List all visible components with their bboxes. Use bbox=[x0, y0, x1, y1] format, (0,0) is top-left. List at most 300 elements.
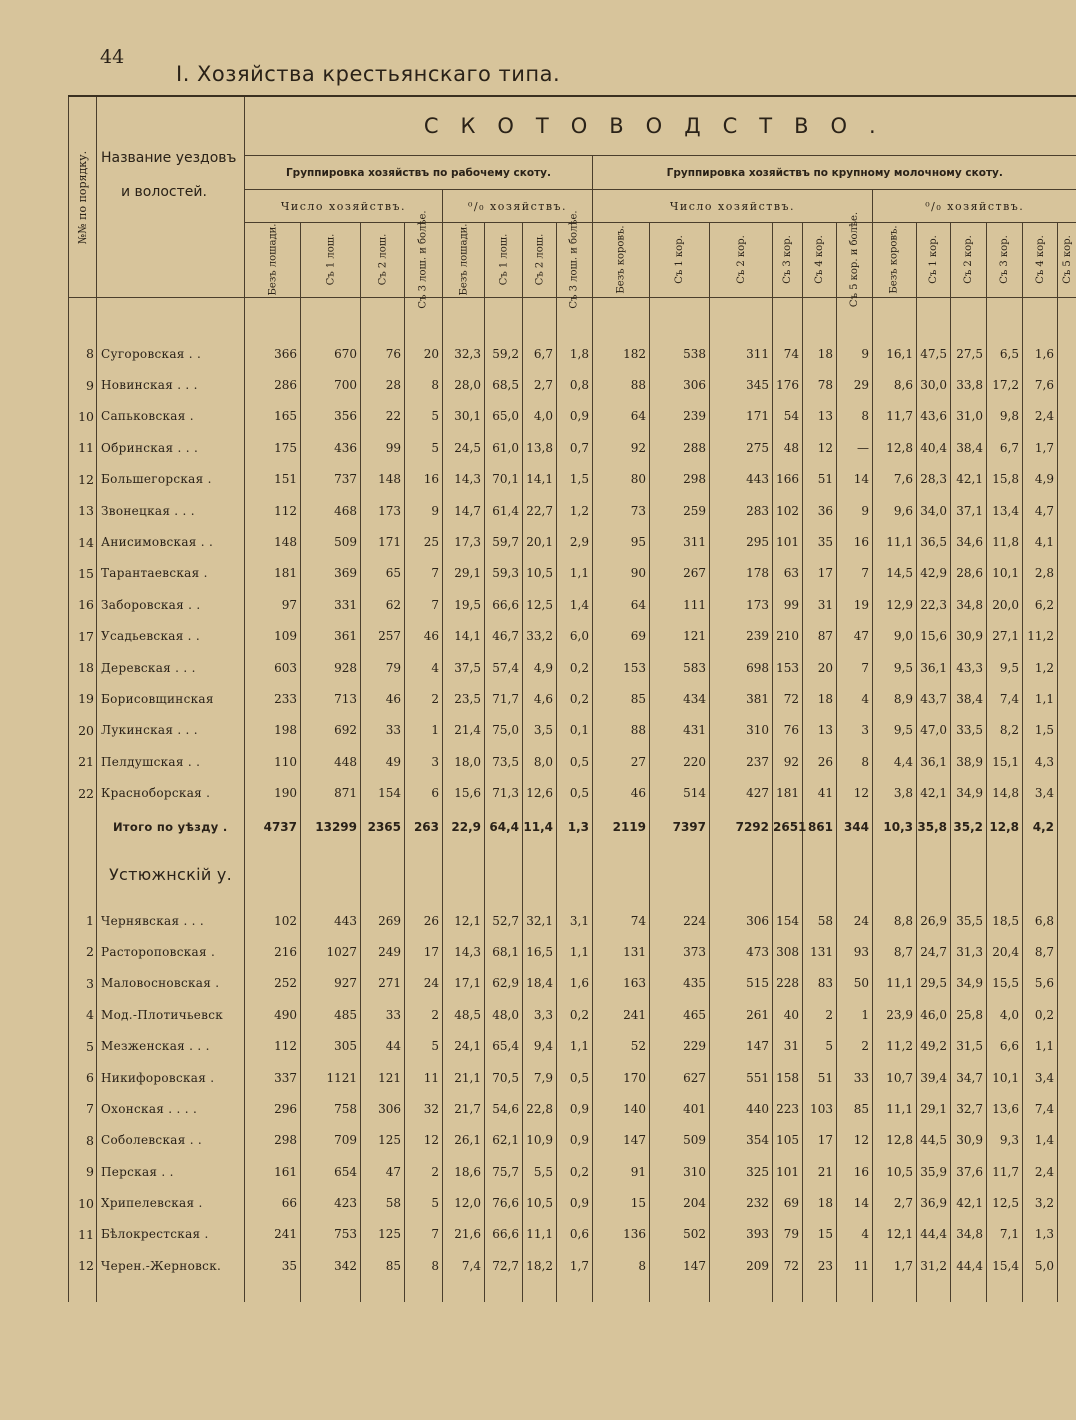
cell-value: 3,2 bbox=[1023, 1187, 1058, 1218]
cell-value: 21,6 bbox=[443, 1219, 485, 1250]
row-number: 7 bbox=[69, 1093, 97, 1124]
cell-value: 366 bbox=[245, 338, 301, 369]
table-row bbox=[69, 715, 1076, 746]
cell-value: 57,4 bbox=[485, 652, 523, 683]
cell-value: 161 bbox=[245, 1156, 301, 1187]
district-name: Анисимовская . . bbox=[97, 526, 245, 557]
cell-value: 6,0 bbox=[557, 621, 593, 652]
cell-value: 700 bbox=[301, 369, 361, 400]
cell-value: 296 bbox=[245, 1093, 301, 1124]
cell-value: 147 bbox=[710, 1030, 773, 1061]
cell-value: 85 bbox=[361, 1250, 405, 1281]
cell-value: 58 bbox=[361, 1187, 405, 1218]
cell-value: 102 bbox=[245, 905, 301, 936]
cell-value: 310 bbox=[710, 715, 773, 746]
cell-value bbox=[1058, 715, 1076, 746]
cell-value: 4,2 bbox=[1023, 809, 1058, 845]
cell-value: 50 bbox=[837, 968, 873, 999]
cell-value: 10,7 bbox=[873, 1062, 917, 1093]
cell-value: 0,5 bbox=[557, 746, 593, 777]
cell-value: 2,7 bbox=[523, 369, 557, 400]
district-name: Лукинская . . . bbox=[97, 715, 245, 746]
cell-value: 1,1 bbox=[557, 558, 593, 589]
cell-value: 112 bbox=[245, 1030, 301, 1061]
cell-value: 41 bbox=[803, 777, 837, 808]
cell-value: 2,8 bbox=[1023, 558, 1058, 589]
table-row bbox=[69, 999, 1076, 1030]
name-header bbox=[97, 96, 245, 298]
cell-value: 8 bbox=[405, 369, 443, 400]
cell-value: 0,2 bbox=[557, 652, 593, 683]
col-header-cow-1: Съ 1 кор. bbox=[650, 222, 710, 297]
cell-value bbox=[1058, 1093, 1076, 1124]
cell-value: 73,5 bbox=[485, 746, 523, 777]
cell-value: 233 bbox=[245, 683, 301, 714]
rownum-header: №№ по порядку. bbox=[69, 96, 97, 298]
cell-value: 7292 bbox=[710, 809, 773, 845]
cell-value: 34,8 bbox=[951, 589, 987, 620]
cell-value: 26,9 bbox=[917, 905, 951, 936]
cell-value: 151 bbox=[245, 464, 301, 495]
cell-value: 43,3 bbox=[951, 652, 987, 683]
cell-value: 4,9 bbox=[523, 652, 557, 683]
cell-value: 26 bbox=[803, 746, 837, 777]
cell-value: 72,7 bbox=[485, 1250, 523, 1281]
cell-value: 6,7 bbox=[987, 432, 1023, 463]
cell-value: 6 bbox=[405, 777, 443, 808]
district-name: Тарантаевская . bbox=[97, 558, 245, 589]
cell-value: 62 bbox=[361, 589, 405, 620]
cell-value: 153 bbox=[773, 652, 803, 683]
cell-value: 14,7 bbox=[443, 495, 485, 526]
cell-value: 12,1 bbox=[443, 905, 485, 936]
row-number: 11 bbox=[69, 432, 97, 463]
cell-value: 3,5 bbox=[523, 715, 557, 746]
cell-value: 220 bbox=[650, 746, 710, 777]
cell-value: 34,0 bbox=[917, 495, 951, 526]
cell-value: 103 bbox=[803, 1093, 837, 1124]
cell-value: 22,3 bbox=[917, 589, 951, 620]
district-name: Сапьковская . bbox=[97, 401, 245, 432]
cell-value: 928 bbox=[301, 652, 361, 683]
cell-value: 434 bbox=[650, 683, 710, 714]
cell-value: 401 bbox=[650, 1093, 710, 1124]
cell-value: 228 bbox=[773, 968, 803, 999]
cell-value: 38,4 bbox=[951, 683, 987, 714]
cell-value: 1,6 bbox=[1023, 338, 1058, 369]
cell-value: 102 bbox=[773, 495, 803, 526]
cell-value: 147 bbox=[593, 1125, 650, 1156]
cell-value: 435 bbox=[650, 968, 710, 999]
cell-value: 8 bbox=[837, 746, 873, 777]
cell-value: 79 bbox=[361, 652, 405, 683]
cell-value: 18,2 bbox=[523, 1250, 557, 1281]
cell-value: 16 bbox=[837, 1156, 873, 1187]
cell-value: 99 bbox=[361, 432, 405, 463]
cell-value: 11 bbox=[405, 1062, 443, 1093]
cell-value: 85 bbox=[593, 683, 650, 714]
cell-value: 24,7 bbox=[917, 936, 951, 967]
cell-value: 23,9 bbox=[873, 999, 917, 1030]
cell-value: 62,9 bbox=[485, 968, 523, 999]
cell-value: 33 bbox=[361, 999, 405, 1030]
cell-value: 1,1 bbox=[1023, 683, 1058, 714]
row-number: 16 bbox=[69, 589, 97, 620]
cell-value: 8 bbox=[837, 401, 873, 432]
cell-value: 431 bbox=[650, 715, 710, 746]
cell-value: 176 bbox=[773, 369, 803, 400]
col-header-work-pct-0: Безъ лошади. bbox=[443, 222, 485, 297]
cell-value: 182 bbox=[593, 338, 650, 369]
cell-value: 515 bbox=[710, 968, 773, 999]
cell-value: 9,8 bbox=[987, 401, 1023, 432]
cell-value: 35 bbox=[803, 526, 837, 557]
cell-value: 0,9 bbox=[557, 1125, 593, 1156]
cell-value: 239 bbox=[710, 621, 773, 652]
cell-value: 33,2 bbox=[523, 621, 557, 652]
cell-value: 35 bbox=[245, 1250, 301, 1281]
district-name: Черен.-Жерновск. bbox=[97, 1250, 245, 1281]
cell-value: 2,7 bbox=[873, 1187, 917, 1218]
table-row bbox=[69, 621, 1076, 652]
cell-value: 345 bbox=[710, 369, 773, 400]
district-name: Большегорская . bbox=[97, 464, 245, 495]
cell-value: 29,1 bbox=[917, 1093, 951, 1124]
district-name: Маловосновская . bbox=[97, 968, 245, 999]
cell-value: 34,6 bbox=[951, 526, 987, 557]
cell-value: 311 bbox=[650, 526, 710, 557]
cell-value: 311 bbox=[710, 338, 773, 369]
cell-value: 356 bbox=[301, 401, 361, 432]
cell-value: 30,0 bbox=[917, 369, 951, 400]
cell-value: 603 bbox=[245, 652, 301, 683]
cell-value: 14,1 bbox=[443, 621, 485, 652]
cell-value: 72 bbox=[773, 1250, 803, 1281]
cell-value: 698 bbox=[710, 652, 773, 683]
cell-value: 22,7 bbox=[523, 495, 557, 526]
cell-value: 63 bbox=[773, 558, 803, 589]
cell-value: 342 bbox=[301, 1250, 361, 1281]
cell-value: 737 bbox=[301, 464, 361, 495]
cell-value: 131 bbox=[593, 936, 650, 967]
cell-value: 306 bbox=[650, 369, 710, 400]
cell-value: 223 bbox=[773, 1093, 803, 1124]
cell-value: 7,4 bbox=[443, 1250, 485, 1281]
sub-count-cow: Число хозяйствъ. bbox=[593, 190, 873, 222]
cell-value: 140 bbox=[593, 1093, 650, 1124]
cell-value: 9,4 bbox=[523, 1030, 557, 1061]
cell-value: 15,6 bbox=[917, 621, 951, 652]
cell-value: 38,4 bbox=[951, 432, 987, 463]
cell-value: 3,1 bbox=[557, 905, 593, 936]
cell-value: 0,8 bbox=[557, 369, 593, 400]
cell-value: 44 bbox=[361, 1030, 405, 1061]
cell-value: 49,2 bbox=[917, 1030, 951, 1061]
row-number: 19 bbox=[69, 683, 97, 714]
cell-value: 393 bbox=[710, 1219, 773, 1250]
cell-value: 261 bbox=[710, 999, 773, 1030]
cell-value: 0,2 bbox=[1023, 999, 1058, 1030]
cell-value: 14,5 bbox=[873, 558, 917, 589]
page-number: 44 bbox=[100, 46, 125, 68]
district-name: Итого по уѣзду . bbox=[97, 809, 245, 845]
cell-value: 0,7 bbox=[557, 432, 593, 463]
cell-value: 354 bbox=[710, 1125, 773, 1156]
cell-value: 11,7 bbox=[987, 1156, 1023, 1187]
cell-value: 20,1 bbox=[523, 526, 557, 557]
cell-value: 20,4 bbox=[987, 936, 1023, 967]
table-row bbox=[69, 495, 1076, 526]
cell-value: 125 bbox=[361, 1219, 405, 1250]
cell-value: 237 bbox=[710, 746, 773, 777]
cell-value: 112 bbox=[245, 495, 301, 526]
cell-value bbox=[1058, 589, 1076, 620]
cell-value: 1,6 bbox=[557, 968, 593, 999]
cell-value: 7,4 bbox=[987, 683, 1023, 714]
cell-value: 32 bbox=[405, 1093, 443, 1124]
cell-value: 27,5 bbox=[951, 338, 987, 369]
cell-value bbox=[1058, 999, 1076, 1030]
table-row bbox=[69, 1156, 1076, 1187]
cell-value: 12 bbox=[837, 1125, 873, 1156]
cell-value: 24,1 bbox=[443, 1030, 485, 1061]
section-title-row bbox=[69, 845, 1076, 905]
table-row bbox=[69, 589, 1076, 620]
cell-value: 21,4 bbox=[443, 715, 485, 746]
cell-value: 37,5 bbox=[443, 652, 485, 683]
cell-value bbox=[1058, 1250, 1076, 1281]
district-name: Деревская . . . bbox=[97, 652, 245, 683]
cell-value: 101 bbox=[773, 526, 803, 557]
cell-value: 69 bbox=[593, 621, 650, 652]
cell-value: 66,6 bbox=[485, 1219, 523, 1250]
cell-value: 24,5 bbox=[443, 432, 485, 463]
cell-value: 78 bbox=[803, 369, 837, 400]
cell-value: 29,1 bbox=[443, 558, 485, 589]
cell-value: 36,5 bbox=[917, 526, 951, 557]
cell-value: 5 bbox=[803, 1030, 837, 1061]
cell-value: 59,3 bbox=[485, 558, 523, 589]
cell-value: 44,4 bbox=[917, 1219, 951, 1250]
cell-value: 216 bbox=[245, 936, 301, 967]
row-number: 20 bbox=[69, 715, 97, 746]
cell-value: 6,6 bbox=[987, 1030, 1023, 1061]
cell-value: 14,3 bbox=[443, 936, 485, 967]
cell-value: 68,5 bbox=[485, 369, 523, 400]
cell-value: 0,2 bbox=[557, 1156, 593, 1187]
sub-pct-cow: ⁰/₀ хозяйствъ. bbox=[873, 190, 1076, 222]
cell-value: 1,8 bbox=[557, 338, 593, 369]
cell-value: 8,8 bbox=[873, 905, 917, 936]
cell-value: 18,6 bbox=[443, 1156, 485, 1187]
cell-value: 2,4 bbox=[1023, 1156, 1058, 1187]
cell-value: 23,5 bbox=[443, 683, 485, 714]
cell-value: 7,4 bbox=[1023, 1093, 1058, 1124]
cell-value: 36 bbox=[803, 495, 837, 526]
cell-value: 173 bbox=[361, 495, 405, 526]
cell-value: 31 bbox=[803, 589, 837, 620]
cell-value: 68,1 bbox=[485, 936, 523, 967]
cell-value: 33,8 bbox=[951, 369, 987, 400]
name-header-line1: Название уездовъ bbox=[101, 150, 237, 166]
cell-value: 14 bbox=[837, 1187, 873, 1218]
cell-value: 16,5 bbox=[523, 936, 557, 967]
cell-value bbox=[1058, 401, 1076, 432]
cell-value: 40,4 bbox=[917, 432, 951, 463]
cell-value: 9,5 bbox=[987, 652, 1023, 683]
cell-value: 83 bbox=[803, 968, 837, 999]
cell-value: 0,5 bbox=[557, 777, 593, 808]
col-header-cow-pct-3: Съ 3 кор. bbox=[987, 222, 1023, 297]
cell-value: 64,4 bbox=[485, 809, 523, 845]
cell-value: 181 bbox=[245, 558, 301, 589]
col-header-work-2: Съ 2 лош. bbox=[361, 222, 405, 297]
cell-value: 0,2 bbox=[557, 683, 593, 714]
cell-value: 4,9 bbox=[1023, 464, 1058, 495]
cell-value: 325 bbox=[710, 1156, 773, 1187]
cell-value: 423 bbox=[301, 1187, 361, 1218]
cell-value: 18 bbox=[803, 1187, 837, 1218]
cell-value: 7,6 bbox=[873, 464, 917, 495]
cell-value: 43,7 bbox=[917, 683, 951, 714]
cell-value: 80 bbox=[593, 464, 650, 495]
cell-value: 75,0 bbox=[485, 715, 523, 746]
cell-value: 11,1 bbox=[523, 1219, 557, 1250]
cell-value: 13,6 bbox=[987, 1093, 1023, 1124]
cell-value: 1,1 bbox=[557, 936, 593, 967]
district-name: Новинская . . . bbox=[97, 369, 245, 400]
table-row bbox=[69, 1062, 1076, 1093]
table-row bbox=[69, 401, 1076, 432]
cell-value: 147 bbox=[650, 1250, 710, 1281]
cell-value: 0,1 bbox=[557, 715, 593, 746]
cell-value: 9,5 bbox=[873, 652, 917, 683]
section-title: Устюжнскій у. bbox=[97, 845, 245, 905]
col-header-work-0: Безъ лошади. bbox=[245, 222, 301, 297]
cell-value: 927 bbox=[301, 968, 361, 999]
cell-value: 4,6 bbox=[523, 683, 557, 714]
cell-value: 7 bbox=[405, 1219, 443, 1250]
cell-value: 298 bbox=[245, 1125, 301, 1156]
cell-value: 51 bbox=[803, 1062, 837, 1093]
cell-value: 1,5 bbox=[1023, 715, 1058, 746]
big-title: СКОТОВОДСТВО. bbox=[245, 96, 1076, 156]
col-header-cow-4: Съ 4 кор. bbox=[803, 222, 837, 297]
row-number: 9 bbox=[69, 1156, 97, 1187]
group-cow-header: Группировка хозяйствъ по крупному молочному скоту. bbox=[593, 156, 1076, 190]
cell-value: 72 bbox=[773, 683, 803, 714]
cell-value: 48 bbox=[773, 432, 803, 463]
table-row bbox=[69, 1187, 1076, 1218]
cell-value: 509 bbox=[650, 1125, 710, 1156]
cell-value: 24 bbox=[837, 905, 873, 936]
cell-value: 24 bbox=[405, 968, 443, 999]
cell-value: 18 bbox=[803, 683, 837, 714]
cell-value: 47,0 bbox=[917, 715, 951, 746]
cell-value: 468 bbox=[301, 495, 361, 526]
cell-value: 263 bbox=[405, 809, 443, 845]
cell-value: 5 bbox=[405, 401, 443, 432]
row-number: 14 bbox=[69, 526, 97, 557]
cell-value: 381 bbox=[710, 683, 773, 714]
cell-value bbox=[1058, 905, 1076, 936]
cell-value: 75,7 bbox=[485, 1156, 523, 1187]
cell-value: 12,9 bbox=[873, 589, 917, 620]
cell-value: 17 bbox=[803, 1125, 837, 1156]
cell-value: 10,5 bbox=[523, 1187, 557, 1218]
cell-value: 3,3 bbox=[523, 999, 557, 1030]
cell-value: 3,4 bbox=[1023, 777, 1058, 808]
cell-value: 18,5 bbox=[987, 905, 1023, 936]
cell-value: 35,5 bbox=[951, 905, 987, 936]
district-name: Перская . . bbox=[97, 1156, 245, 1187]
cell-value: 18,4 bbox=[523, 968, 557, 999]
cell-value: 0,9 bbox=[557, 401, 593, 432]
cell-value: 627 bbox=[650, 1062, 710, 1093]
cell-value bbox=[1058, 558, 1076, 589]
cell-value: 1,7 bbox=[557, 1250, 593, 1281]
cell-value: 224 bbox=[650, 905, 710, 936]
cell-value: 76 bbox=[773, 715, 803, 746]
cell-value: 44,4 bbox=[951, 1250, 987, 1281]
cell-value: 18 bbox=[803, 338, 837, 369]
cell-value: 30,1 bbox=[443, 401, 485, 432]
cell-value: 502 bbox=[650, 1219, 710, 1250]
cell-value: 4,1 bbox=[1023, 526, 1058, 557]
cell-value: 9,6 bbox=[873, 495, 917, 526]
cell-value: 92 bbox=[773, 746, 803, 777]
cell-value: 1,5 bbox=[557, 464, 593, 495]
cell-value: 12 bbox=[405, 1125, 443, 1156]
page-title: I. Хозяйства крестьянскаго типа. bbox=[176, 62, 561, 86]
cell-value: 13,4 bbox=[987, 495, 1023, 526]
table-row bbox=[69, 777, 1076, 808]
cell-value bbox=[1058, 1030, 1076, 1061]
cell-value: 1,1 bbox=[557, 1030, 593, 1061]
cell-value: 298 bbox=[650, 464, 710, 495]
cell-value: 1,4 bbox=[1023, 1125, 1058, 1156]
cell-value: 713 bbox=[301, 683, 361, 714]
cell-value: 4,0 bbox=[987, 999, 1023, 1030]
cell-value: 2,9 bbox=[557, 526, 593, 557]
cell-value: 40 bbox=[773, 999, 803, 1030]
cell-value: 5,6 bbox=[1023, 968, 1058, 999]
cell-value: 17 bbox=[405, 936, 443, 967]
cell-value: 48,5 bbox=[443, 999, 485, 1030]
cell-value: 35,8 bbox=[917, 809, 951, 845]
cell-value: 30,9 bbox=[951, 1125, 987, 1156]
cell-value: 13 bbox=[803, 401, 837, 432]
cell-value: 551 bbox=[710, 1062, 773, 1093]
cell-value: 79 bbox=[773, 1219, 803, 1250]
row-number: 17 bbox=[69, 621, 97, 652]
cell-value: 2119 bbox=[593, 809, 650, 845]
cell-value bbox=[1058, 809, 1076, 845]
cell-value: 241 bbox=[245, 1219, 301, 1250]
cell-value bbox=[1058, 746, 1076, 777]
cell-value: 109 bbox=[245, 621, 301, 652]
cell-value: 93 bbox=[837, 936, 873, 967]
cell-value: 1 bbox=[837, 999, 873, 1030]
table-row bbox=[69, 369, 1076, 400]
cell-value: 1,4 bbox=[557, 589, 593, 620]
row-number: 15 bbox=[69, 558, 97, 589]
cell-value: 15,8 bbox=[987, 464, 1023, 495]
cell-value: 473 bbox=[710, 936, 773, 967]
cell-value: 165 bbox=[245, 401, 301, 432]
district-name: Охонская . . . . bbox=[97, 1093, 245, 1124]
cell-value: 8 bbox=[405, 1250, 443, 1281]
